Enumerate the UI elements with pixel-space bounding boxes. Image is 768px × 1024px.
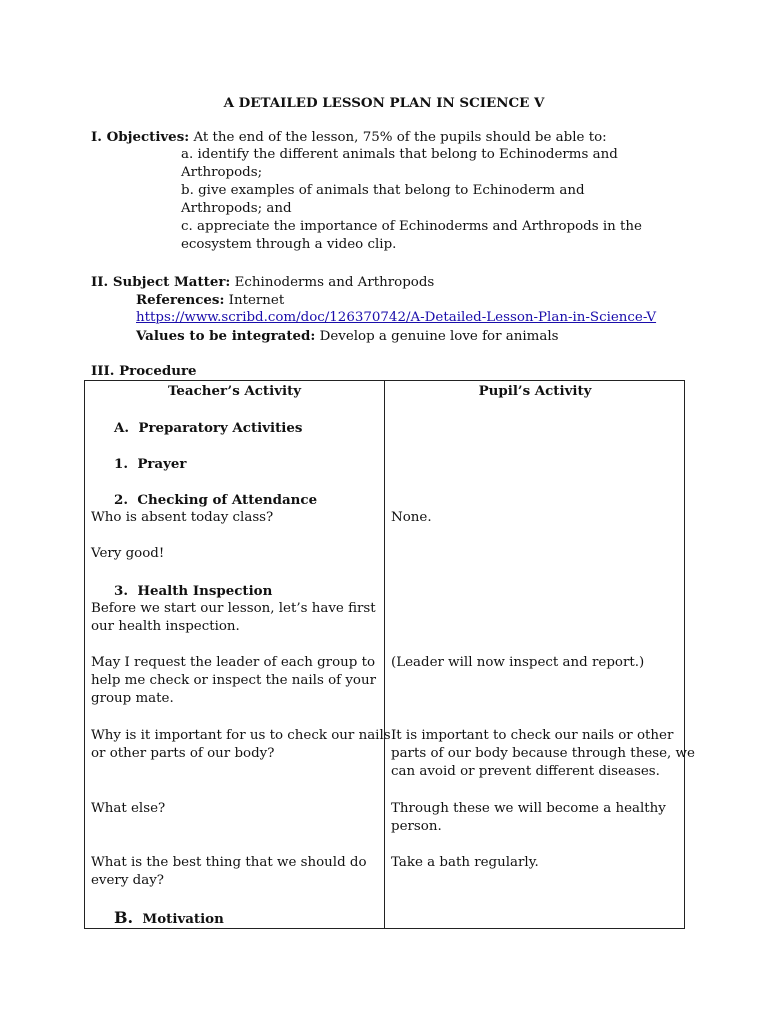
teacher-line: Before we start our lesson, let’s have first: [91, 601, 376, 616]
objectives-intro: At the end of the lesson, 75% of the pupils should be able to:: [193, 130, 607, 145]
section-b-letter: B.: [114, 908, 134, 927]
item-number: 2.: [114, 492, 128, 508]
teacher-line: help me check or inspect the nails of your: [91, 673, 377, 688]
pupil-line: Through these we will become a healthy: [391, 801, 666, 816]
teacher-line: May I request the leader of each group to: [91, 655, 376, 670]
section-b-heading: [114, 909, 224, 928]
document-title: A DETAILED LESSON PLAN IN SCIENCE V: [223, 95, 545, 111]
item-title: Health Inspection: [137, 583, 273, 599]
pupil-line: person.: [391, 819, 442, 834]
objective-line: ecosystem through a video clip.: [181, 237, 397, 252]
teacher-line: Very good!: [91, 546, 165, 561]
teacher-line: Who is absent today class?: [91, 510, 274, 525]
section-a-letter: A.: [114, 420, 130, 436]
procedure-label: III. Procedure: [91, 363, 197, 379]
item-attendance: [114, 491, 317, 509]
section-a-heading: [114, 419, 302, 437]
subject-matter-value: Echinoderms and Arthropods: [234, 275, 435, 290]
pupil-line: Take a bath regularly.: [391, 855, 539, 870]
references-value: Internet: [228, 293, 285, 308]
item-title: Checking of Attendance: [137, 492, 318, 508]
values-label: Values to be integrated:: [136, 328, 316, 344]
teacher-line: What else?: [91, 801, 166, 816]
objectives-label: I. Objectives:: [91, 129, 190, 145]
reference-link-row: [136, 309, 656, 327]
objective-line: Arthropods; and: [181, 201, 292, 216]
pupil-line: (Leader will now inspect and report.): [391, 655, 645, 670]
objective-line: c. appreciate the importance of Echinoderms and Arthropods in the: [181, 219, 642, 234]
teacher-line: Why is it important for us to check our nails: [91, 728, 391, 743]
subject-matter-label: II. Subject Matter:: [91, 274, 231, 290]
teacher-line: every day?: [91, 873, 164, 888]
item-prayer: [114, 455, 186, 473]
pupil-line: parts of our body because through these, we: [391, 746, 695, 761]
teacher-line: What is the best thing that we should do: [91, 855, 367, 870]
pupil-line: It is important to check our nails or other: [391, 728, 674, 743]
column-divider: [384, 381, 385, 928]
values-row: [136, 327, 559, 346]
subject-matter-section: [91, 273, 434, 292]
objectives-section: [91, 128, 607, 147]
references-row: [136, 291, 284, 310]
procedure-table: [84, 380, 695, 929]
reference-link[interactable]: https://www.scribd.com/doc/126370742/A-Detailed-Lesson-Plan-in-Science-V: [136, 310, 657, 325]
objective-line: Arthropods;: [181, 165, 263, 180]
teacher-activity-header: Teacher’s Activity: [167, 383, 302, 399]
pupil-activity-header: Pupil’s Activity: [478, 383, 592, 399]
values-value: Develop a genuine love for animals: [319, 329, 559, 344]
pupil-line: None.: [391, 510, 432, 525]
objective-line: a. identify the different animals that belong to Echinoderms and: [181, 147, 618, 162]
item-number: 3.: [114, 583, 128, 599]
teacher-line: or other parts of our body?: [91, 746, 275, 761]
teacher-line: group mate.: [91, 691, 174, 706]
section-a-title: Preparatory Activities: [138, 420, 303, 436]
teacher-line: our health inspection.: [91, 619, 240, 634]
item-number: 1.: [114, 456, 128, 472]
objective-line: b. give examples of animals that belong to Echinoderm and: [181, 183, 585, 198]
section-b-title: Motivation: [142, 911, 224, 927]
item-health-inspection: [114, 582, 272, 600]
pupil-line: can avoid or prevent different diseases.: [391, 764, 660, 779]
references-label: References:: [136, 292, 225, 308]
item-title: Prayer: [137, 456, 187, 472]
